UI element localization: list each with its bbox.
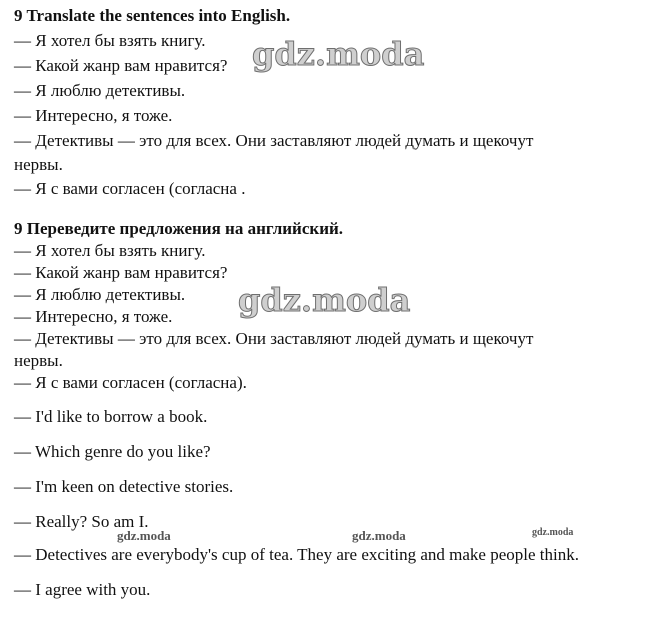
- watermark-logo: gdz.moda: [117, 528, 171, 543]
- watermark-logo: gdz.moda: [252, 35, 425, 73]
- section-1-line: — Детективы — это для всех. Они заставляют людей думать и щекочут: [14, 131, 534, 150]
- answer-line: — Really? So am I.: [14, 512, 149, 531]
- section-2-line: — Интересно, я тоже.: [14, 307, 173, 326]
- answer-line: — I agree with you.: [14, 580, 151, 599]
- watermark-logo: gdz.moda: [238, 281, 411, 319]
- section-1-heading: 9 Translate the sentences into English.: [14, 6, 291, 25]
- answer-line: — I'd like to borrow a book.: [14, 407, 208, 426]
- section-1-line: — Какой жанр вам нравится?: [14, 56, 228, 75]
- answer-line: — I'm keen on detective stories.: [14, 477, 234, 496]
- watermark-logo: gdz.moda: [532, 527, 574, 538]
- section-2-line: — Я люблю детективы.: [14, 285, 186, 304]
- section-2-line: — Я хотел бы взять книгу.: [14, 241, 206, 260]
- section-1-line: — Я люблю детективы.: [14, 81, 186, 100]
- answer-line: — Which genre do you like?: [14, 442, 211, 461]
- section-2-heading: 9 Переведите предложения на английский.: [14, 219, 344, 238]
- section-1-line: нервы.: [14, 155, 63, 174]
- section-2-line: — Детективы — это для всех. Они заставляют людей думать и щекочут: [14, 329, 534, 348]
- section-2-line: — Я с вами согласен (согласна).: [14, 373, 247, 392]
- answer-line: — Detectives are everybody's cup of tea. They are exciting and make people think.: [14, 545, 579, 564]
- watermark-logo: gdz.moda: [352, 528, 406, 543]
- section-1-line: — Я хотел бы взять книгу.: [14, 31, 206, 50]
- section-2-line: нервы.: [14, 351, 63, 370]
- section-2-line: — Какой жанр вам нравится?: [14, 263, 228, 282]
- section-1-line: — Интересно, я тоже.: [14, 106, 173, 125]
- section-1-line: — Я с вами согласен (согласна .: [14, 179, 246, 198]
